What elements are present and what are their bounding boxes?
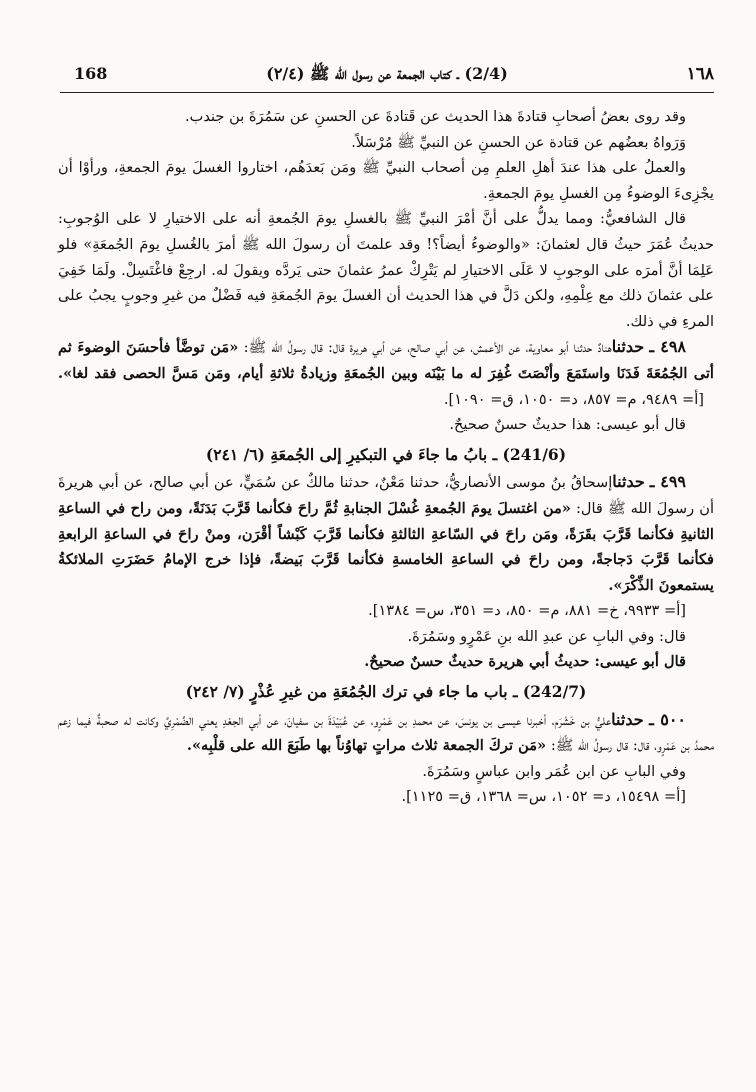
chapter-heading: (242/7) ـ باب ما جاء في ترك الجُمُعَةِ من غيرِ عُذْرٍ (٧/ ٢٤٢) [185,682,587,702]
hadith-reference: [أ= ٩٩٣٣، خ= ٨٨١، م= ٨٥٠، د= ٣٥١، س= ١٣٨٤]. [368,602,686,620]
hadith-number: ٤٩٩ ـ [649,472,687,492]
hadith-500 [58,707,714,759]
hadith-isnad: هنادٌ حدثنا أبو معاوية، عن الأعمش، عن أبي صالح، عن أبي هريرة قال: قال رسولُ الله ﷺ: [243,339,612,357]
hadith-isnad: عليُّ بن خَشْرَم، أخبرنا عيسى بن يونسَ، عن محمدِ بن عَمْرٍو، عن عُبَيْدَةَ بن سفيانَ، عن أبي الجعْدِ يعني الضَّمْرِيَّ وكانت له صحبةٌ فيما زعم محمدُ بن عَمْرٍو، قال: قال رسولُ الله ﷺ: [58,711,714,755]
hadith-matn: «من اغتسلَ يومَ الجُمعةِ غُسْلَ الجنابةِ ثُمَّ راحَ فكأنما قَرَّبَ بَدَنَةً، ومن راح في الساعةِ الثانيةِ فكأنما قَرَّبَ بقَرَةً، ومَن راحَ في السّاعةِ الثالثةِ فكأنما قَرَّبَ كَبْشاً أقْرَن، ومنْ راحَ في الساعةِ الرابعةِ فكأنما قَرَّبَ دَجاجةً، ومن راحَ في الساعةِ الخامسةِ فكأنما قَرَّبَ بَيضةً، فإذا خرج الإمامُ حَضَرَتِ الملائكةُ يستمعونَ الذِّكْرَ». [58,499,714,594]
page-body [58,104,714,810]
hadith-also: قال: وفي البابِ عن عبدِ الله بنِ عَمْرٍو وسَمُرَةَ. [407,627,686,645]
hadith-matn: «مَن توضَّأ فأحسَنَ الوضوءَ ثم أتى الجُمُعَةَ فَدَنَا واستَمَعَ وأنْصَتَ غُفِرَ له ما بَيْنَه وبين الجُمعَةِ وزيادةُ ثلاثةِ أيام، ومَن مَسَّ الحصى فقد لغا». [58,339,714,382]
paragraph: قال الشافعيُّ: ومما يدلُّ على أنَّ أمْرَ النبيِّ ﷺ بالغسلِ يومَ الجُمعةِ أنه على الاختيارِ لا على الوُجوبِ: حديثُ عُمَرَ حيثُ قال لعثمانَ: «والوضوءُ أيضاً؟! وقد علمتَ أن رسولَ الله ﷺ أمرَ بالغُسلِ يومَ الجُمعَةِ» فلو عَلِمَا أنَّ أمرَه على الوجوبِ لا عَلَى الاختيارِ لم يَتْرِكْ عمرُ عثمانَ حتى يَردَّه ويقولَ له. ارجِعْ فاغْتَسِلْ. ولَمَا خَفِيَ على عثمانَ ذلك مع عِلْمِهِ، ولكن دَلَّ في هذا الحديث أن الغسلَ يومَ الجُمعَةِ فيه فَضْلٌ من غيرِ وجوبٍ يجبُ على المرءِ في ذلك. [58,210,714,330]
hadith-499 [58,469,714,598]
hadith-lead: حدثنا [612,472,645,492]
paragraph: وَرَواهُ بعضُهم عن قتادة عن الحسنِ عن النبيِّ ﷺ مُرْسَلاً. [351,133,686,151]
hadith-grade: قال أبو عيسى: حديثُ أبي هريرة حديثٌ حسنٌ صحيحٌ. [364,653,686,671]
chapter-heading: (241/6) ـ بابُ ما جاءَ في التبكيرِ إلى الجُمعَةِ (٦/ ٢٤١) [205,444,567,464]
hadith-grade: قال أبو عيسى: هذا حديثٌ حسنٌ صحيحٌ. [449,416,686,434]
page-number-latin: 168 [74,64,108,83]
hadith-498 [58,334,714,412]
hadith-number: ٥٠٠ ـ [649,709,687,729]
hadith-reference: [أ= ٩٤٨٩، م= ٨٥٧، د= ١٠٥٠، ق= ١٠٩٠]. [443,390,704,408]
hadith-number: ٤٩٨ ـ [649,337,687,357]
hadith-also: وفي البابِ عن ابن عُمَر وابن عباسٍ وسَمُرَةَ. [422,762,686,780]
page-number-arabic: ١٦٨ [686,64,714,84]
hadith-reference: [أ= ١٥٤٩٨، د= ١٠٥٢، س= ١٣٦٨، ق= ١١٢٥]. [401,788,686,806]
hadith-isnad: إسحاقُ بنُ موسى الأنصاريُّ، حدثنا مَعْنٌ، حدثنا مالكٌ عن سُمَيٍّ، عن أبي صالح، عن أبي هريرةَ أن رسولَ الله ﷺ قال: [58,474,714,517]
paragraph: والعملُ على هذا عندَ أهلِ العلمِ مِن أصحاب النبيِّ ﷺ ومَن بَعدَهُم، اختاروا الغسلَ يومَ الجمعةِ، ورأوْا أن يجْزِىءَ الوضوءُ مِن الغسلِ يومَ الجمعةِ. [58,159,714,202]
paragraph: وقد روى بعضُ أصحابِ قتادةَ هذا الحديث عن قَتادةَ عن الحسنِ عن سَمُرَةَ بن جندب. [184,108,686,125]
chapter-title: (2/4) ـ كتاب الجمعة عن رسول الله ﷺ (٢/٤) [266,64,508,83]
hadith-lead: حدثنا [611,337,645,357]
running-header [60,58,714,93]
hadith-lead: حدثنا [611,709,644,729]
hadith-matn: «مَن تركَ الجمعة ثلاث مراتٍ تهاوُناً بها طَبَعَ الله على قلْبِه». [186,737,547,755]
